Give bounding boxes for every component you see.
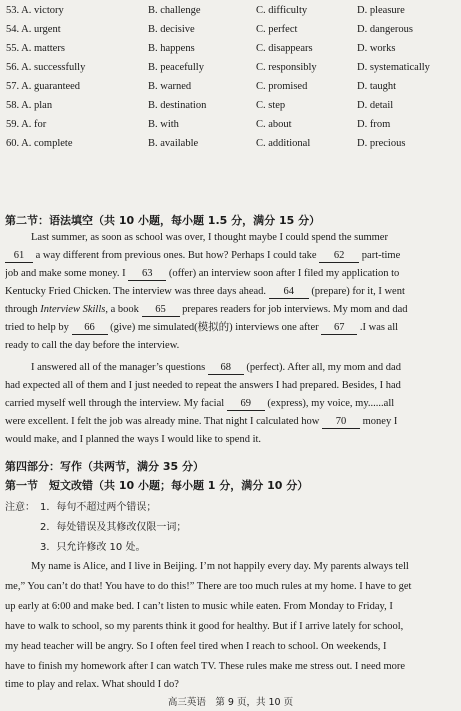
text: (offer) an interview soon after I filed my application to: [166, 268, 400, 279]
page-footer: 高三英语 第 9 页，共 10 页: [167, 697, 294, 708]
note-3: 3．只允许修改 10 处。: [40, 542, 146, 553]
p2-line4: [5, 415, 457, 429]
part4-subheading: 第一节 短文改错（共 10 小题；每小题 1 分，满分 10 分）: [5, 479, 309, 492]
text: job and make some money. I: [5, 268, 129, 279]
p1-line4: [5, 285, 457, 299]
option-d: D. works: [357, 43, 396, 54]
option-row: [0, 2, 461, 20]
option-c: C. about: [256, 119, 292, 130]
p1-line2: [5, 249, 457, 263]
text: a way different from previous ones. But how? Perhaps I could take: [33, 250, 320, 261]
option-c: C. responsibly: [256, 62, 317, 73]
option-row: [0, 97, 461, 115]
text: were excellent. I felt the job was already mine. That night I calculated how: [5, 416, 323, 427]
option-c: C. step: [256, 100, 286, 111]
option-a: 59. A. for: [6, 119, 47, 130]
text: .I was all: [357, 322, 399, 333]
text: carried myself well through the interview. My facial: [5, 398, 227, 409]
p2-line1: [31, 361, 457, 375]
option-row: [0, 40, 461, 58]
blank-66[interactable]: 66: [72, 322, 108, 335]
text: (give) me simulated(模拟的) interviews one after: [107, 322, 322, 333]
p1-line7: ready to call the day before the interview.: [5, 340, 180, 351]
option-a: 60. A. complete: [6, 138, 73, 149]
p2-line3: [5, 397, 457, 411]
option-b: B. happens: [148, 43, 195, 54]
blank-62[interactable]: 62: [319, 250, 359, 263]
p2-line5: would make, and I planned the ways I would like to spend it.: [5, 434, 262, 445]
option-a: 53. A. victory: [6, 5, 64, 16]
text: I answered all of the manager’s questions: [31, 362, 208, 373]
blank-67[interactable]: 67: [321, 322, 357, 335]
passage-line7: time to play and relax. What should I do?: [5, 679, 179, 690]
option-b: B. challenge: [148, 5, 201, 16]
text: tried to help by: [5, 322, 72, 333]
note-label: 注意：: [5, 502, 35, 513]
blank-61[interactable]: 61: [5, 250, 33, 263]
blank-70[interactable]: 70: [322, 416, 360, 429]
option-b: B. peacefully: [148, 62, 204, 73]
option-a: 55. A. matters: [6, 43, 65, 54]
passage-line1: My name is Alice, and I live in Beijing. I’m not happily every day. My parents always tell: [31, 561, 409, 572]
book-title: Interview Skills: [40, 304, 106, 315]
text: Kentucky Fried Chicken. The interview was three days ahead.: [5, 286, 269, 297]
text: (prepare) for it, I went: [308, 286, 405, 297]
option-c: C. perfect: [256, 24, 298, 35]
text: (perfect). After all, my mom and dad: [243, 362, 401, 373]
option-a: 54. A. urgent: [6, 24, 61, 35]
option-b: B. decisive: [148, 24, 195, 35]
text: part-time: [359, 250, 401, 261]
blank-69[interactable]: 69: [227, 398, 265, 411]
option-row: [0, 59, 461, 77]
section2-heading: 第二节：语法填空（共 10 小题，每小题 1.5 分，满分 15 分）: [5, 214, 321, 227]
note-2: 2．每处错误及其修改仅限一词；: [40, 522, 187, 533]
text: , a book: [105, 304, 142, 315]
p2-line2: had expected all of them and I just needed to repeat the answers I had prepared. Besides, I had: [5, 380, 401, 391]
option-d: D. pleasure: [357, 5, 405, 16]
option-row: [0, 135, 461, 153]
option-d: D. dangerous: [357, 24, 413, 35]
option-a: 57. A. guaranteed: [6, 81, 81, 92]
option-c: C. disappears: [256, 43, 313, 54]
p1-line6: [5, 321, 457, 335]
passage-line6: have to finish my homework after I can watch TV. These rules make me stress out. I need more: [5, 661, 406, 672]
text: (express), my voice, my......all: [264, 398, 395, 409]
option-c: C. promised: [256, 81, 308, 92]
option-row: [0, 21, 461, 39]
passage-line4: have to walk to school, so my parents think it good for healthy. But if I arrive lately for school,: [5, 621, 404, 632]
part4-heading: 第四部分：写作（共两节，满分 35 分）: [5, 460, 204, 473]
text: money I: [360, 416, 398, 427]
option-d: D. taught: [357, 81, 397, 92]
blank-64[interactable]: 64: [269, 286, 309, 299]
option-row: [0, 116, 461, 134]
option-b: B. destination: [148, 100, 207, 111]
text: through: [5, 304, 41, 315]
passage-line3: up early at 6:00 and make bed. I can’t listen to music while eaten. From Monday to Friday, I: [5, 601, 393, 612]
passage-line5: my head teacher will be angry. So I often feel tired when I reach to school. On weekends, I: [5, 641, 387, 652]
option-b: B. available: [148, 138, 199, 149]
option-d: D. systematically: [357, 62, 430, 73]
option-b: B. warned: [148, 81, 192, 92]
option-d: D. detail: [357, 100, 394, 111]
option-c: C. difficulty: [256, 5, 308, 16]
p1-line5: [5, 303, 457, 317]
p1-line3: [5, 267, 457, 281]
option-b: B. with: [148, 119, 179, 130]
blank-65[interactable]: 65: [142, 304, 180, 317]
note-1: 1．每句不超过两个错误；: [40, 502, 157, 513]
text: prepares readers for job interviews. My mom and dad: [179, 304, 408, 315]
blank-63[interactable]: 63: [128, 268, 166, 281]
option-a: 56. A. successfully: [6, 62, 86, 73]
blank-68[interactable]: 68: [208, 362, 244, 375]
option-a: 58. A. plan: [6, 100, 53, 111]
option-row: [0, 78, 461, 96]
option-c: C. additional: [256, 138, 311, 149]
p1-line1: Last summer, as soon as school was over, I thought maybe I could spend the summer: [31, 232, 388, 243]
option-d: D. precious: [357, 138, 406, 149]
passage-line2: me,” You can’t do that! You have to do this!” There are too much rules at my home. I have to get: [5, 581, 412, 592]
option-d: D. from: [357, 119, 391, 130]
